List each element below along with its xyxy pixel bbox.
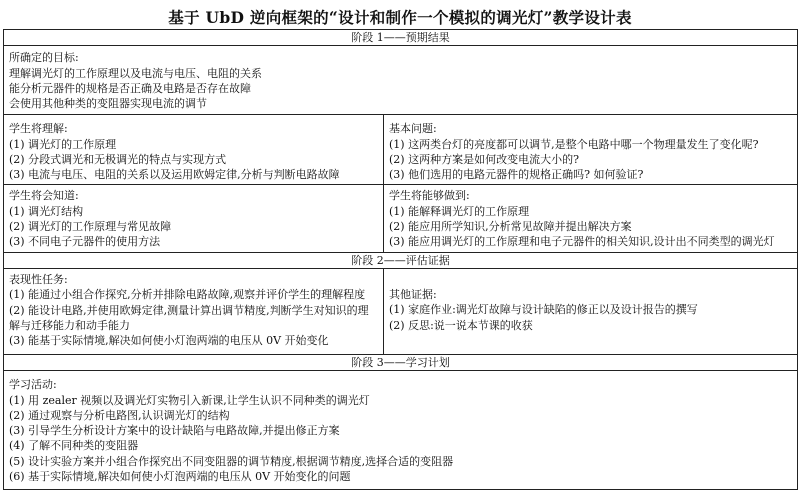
question-item: (1) 这两类台灯的亮度都可以调节,是整个电路中哪一个物理量发生了变化呢? bbox=[389, 137, 759, 151]
understand-item: (1) 调光灯的工作原理 bbox=[9, 137, 117, 151]
able-item: (3) 能应用调光灯的工作原理和电子元器件的相关知识,设计出不同类型的调光灯 bbox=[389, 235, 775, 249]
understand-cell bbox=[4, 115, 384, 185]
able-cell bbox=[384, 185, 798, 252]
other-evidence-item: (2) 反思:说一说本节课的收获 bbox=[389, 318, 533, 332]
goals-heading: 所确定的目标: bbox=[9, 51, 79, 65]
document-title: 基于 UbD 逆向框架的“设计和制作一个模拟的调光灯”教学设计表 bbox=[168, 8, 632, 27]
able-item: (1) 能解释调光灯的工作原理 bbox=[389, 204, 530, 218]
know-item: (3) 不同电子元器件的使用方法 bbox=[9, 235, 161, 249]
goal-item: 能分析元器件的规格是否正确及电路是否存在故障 bbox=[9, 81, 251, 95]
goals-cell bbox=[4, 46, 798, 115]
able-heading: 学生将能够做到: bbox=[389, 189, 470, 203]
stage2-header: 阶段 2——评估证据 bbox=[4, 252, 798, 268]
evidence-row bbox=[4, 268, 798, 354]
stage2-header-row bbox=[4, 252, 798, 268]
other-evidence-item: (1) 家庭作业:调光灯故障与设计缺陷的修正以及设计报告的撰写 bbox=[389, 303, 698, 317]
tasks-cell bbox=[4, 268, 384, 354]
goal-item: 会使用其他种类的变阻器实现电流的调节 bbox=[9, 97, 207, 111]
understand-item: (2) 分段式调光和无极调光的特点与实现方式 bbox=[9, 152, 227, 166]
activity-item: (5) 设计实验方案并小组合作探究出不同变阻器的调节精度,根据调节精度,选择合适的变阻器 bbox=[9, 454, 454, 468]
activities-cell bbox=[4, 371, 798, 490]
activities-row bbox=[4, 371, 798, 490]
question-item: (2) 这两种方案是如何改变电流大小的? bbox=[389, 152, 579, 166]
questions-heading: 基本问题: bbox=[389, 122, 437, 136]
understand-item: (3) 电流与电压、电阻的关系以及运用欧姆定律,分析与判断电路故障 bbox=[9, 168, 340, 182]
goal-item: 理解调光灯的工作原理以及电流与电压、电阻的关系 bbox=[9, 66, 262, 80]
task-item: (1) 能通过小组合作探究,分析并排除电路故障,观察并评价学生的理解程度 bbox=[9, 288, 366, 302]
activity-item: (1) 用 zealer 视频以及调光灯实物引入新课,让学生认识不同种类的调光灯 bbox=[9, 393, 370, 407]
stage3-header-row bbox=[4, 354, 798, 370]
stage1-header: 阶段 1——预期结果 bbox=[4, 30, 798, 46]
able-item: (2) 能应用所学知识,分析常见故障并提出解决方案 bbox=[389, 220, 632, 234]
know-cell bbox=[4, 185, 384, 252]
design-table bbox=[3, 29, 798, 490]
questions-cell bbox=[384, 115, 798, 185]
tasks-heading: 表现性任务: bbox=[9, 272, 68, 286]
other-evidence-heading: 其他证据: bbox=[389, 287, 437, 301]
activity-item: (4) 了解不同种类的变阻器 bbox=[9, 439, 139, 453]
activity-item: (2) 通过观察与分析电路图,认识调光灯的结构 bbox=[9, 408, 230, 422]
understand-questions-row bbox=[4, 115, 798, 185]
task-item: (2) 能设计电路,并使用欧姆定律,测量计算出调节精度,判断学生对知识的理解与迁移能力和动手能力 bbox=[9, 303, 369, 332]
activities-heading: 学习活动: bbox=[9, 378, 57, 392]
activity-item: (3) 引导学生分析设计方案中的设计缺陷与电路故障,并提出修正方案 bbox=[9, 424, 340, 438]
task-item: (3) 能基于实际情境,解决如何使小灯泡两端的电压从 0V 开始变化 bbox=[9, 334, 329, 348]
question-item: (3) 他们选用的电路元器件的规格正确吗? 如何验证? bbox=[389, 168, 644, 182]
stage1-header-row bbox=[4, 30, 798, 46]
stage3-header: 阶段 3——学习计划 bbox=[4, 354, 798, 370]
activity-item: (6) 基于实际情境,解决如何使小灯泡两端的电压从 0V 开始变化的问题 bbox=[9, 470, 351, 484]
goals-row bbox=[4, 46, 798, 115]
understand-heading: 学生将理解: bbox=[9, 122, 68, 136]
know-item: (1) 调光灯结构 bbox=[9, 204, 84, 218]
know-heading: 学生将会知道: bbox=[9, 189, 79, 203]
other-evidence-cell bbox=[384, 268, 798, 354]
know-item: (2) 调光灯的工作原理与常见故障 bbox=[9, 220, 172, 234]
know-able-row bbox=[4, 185, 798, 252]
